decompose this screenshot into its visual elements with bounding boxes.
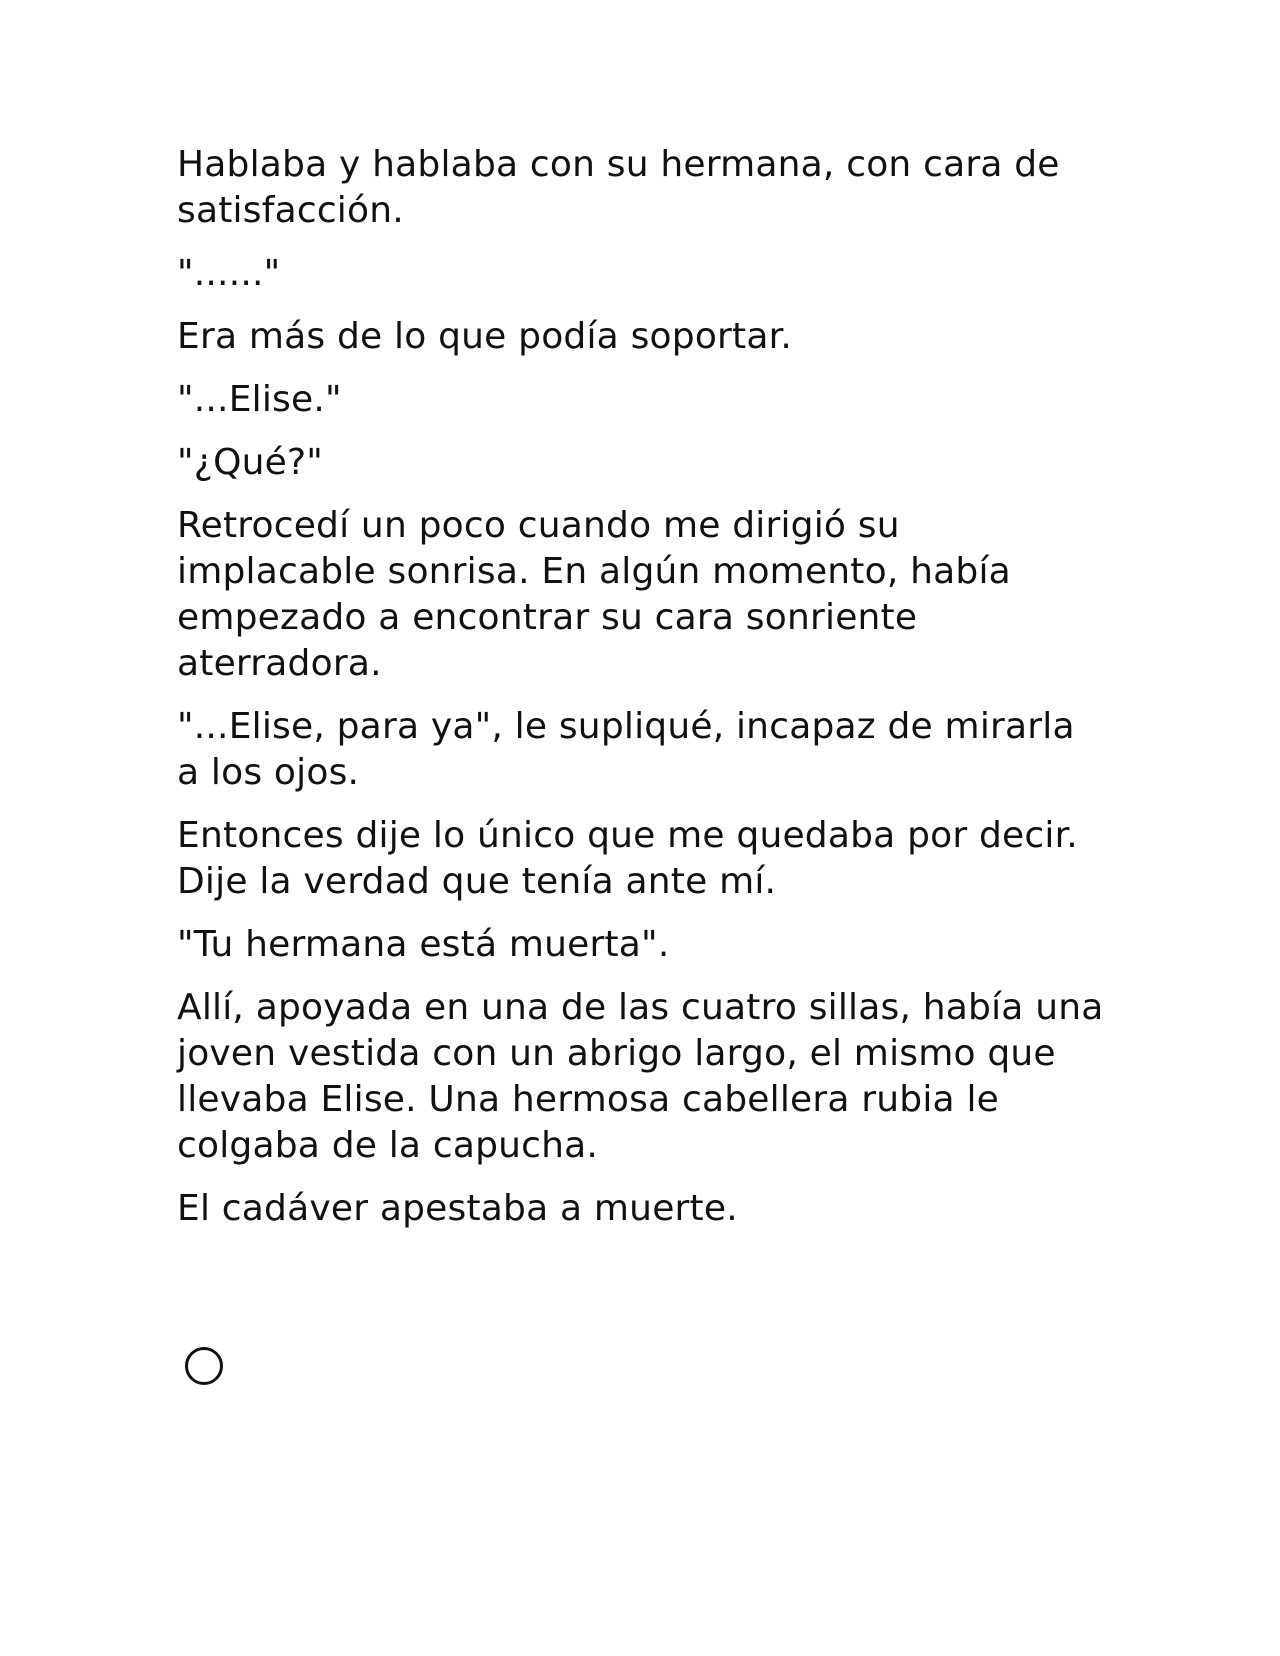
paragraph: Era más de lo que podía soportar. <box>177 316 792 357</box>
paragraph: El cadáver apestaba a muerte. <box>177 1188 738 1229</box>
paragraph: Retrocedí un poco cuando me dirigió su implacable sonrisa. En algún momento, había empezado a encontrar su cara sonriente aterradora. <box>177 505 1011 684</box>
text-body <box>177 142 1107 1249</box>
paragraph: Hablaba y hablaba con su hermana, con cara de satisfacción. <box>177 144 1060 231</box>
paragraph: "¿Qué?" <box>177 442 324 483</box>
paragraph: "...Elise, para ya", le supliqué, incapaz de mirarla a los ojos. <box>177 706 1075 793</box>
paragraph: "...Elise." <box>177 379 342 420</box>
paragraph: Allí, apoyada en una de las cuatro sillas, había una joven vestida con un abrigo largo, el mismo que llevaba Elise. Una hermosa cabellera rubia le colgaba de la capucha. <box>177 987 1104 1166</box>
paragraph: "......" <box>177 253 281 294</box>
circle-outline-icon <box>185 1347 223 1385</box>
paragraph: "Tu hermana está muerta". <box>177 924 670 965</box>
paragraph: Entonces dije lo único que me quedaba por decir. Dije la verdad que tenía ante mí. <box>177 815 1078 902</box>
